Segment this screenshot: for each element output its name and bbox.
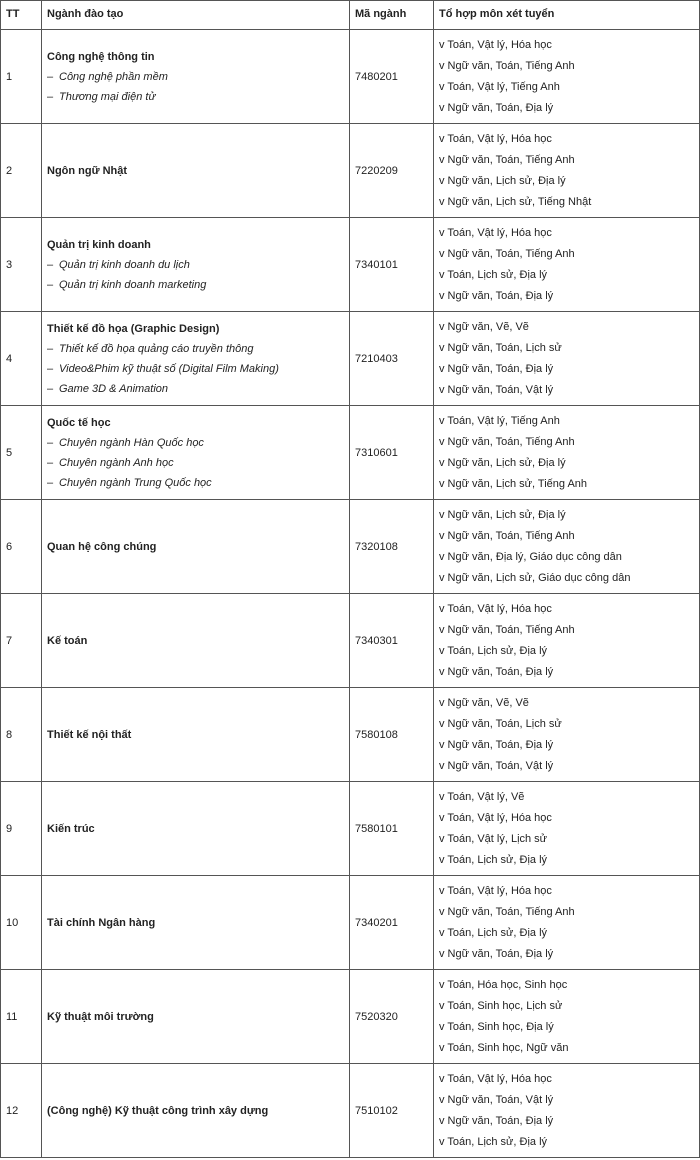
subject-combo: v Toán, Lịch sử, Địa lý xyxy=(439,644,548,657)
major-name: Kế toán xyxy=(47,634,88,647)
subject-combo: v Ngữ văn, Vẽ, Vẽ xyxy=(439,696,529,709)
row-number: 8 xyxy=(1,688,42,782)
sub-major xyxy=(47,279,344,291)
subject-combo: v Toán, Sinh học, Ngữ văn xyxy=(439,1041,569,1054)
sub-major-label: Chuyên ngành Trung Quốc học xyxy=(59,476,212,489)
table-row xyxy=(1,406,700,500)
combo-cell xyxy=(434,312,700,406)
sub-major xyxy=(47,457,344,469)
major-name: Kỹ thuật môi trường xyxy=(47,1010,154,1023)
combo-cell xyxy=(434,30,700,124)
subject-combo: v Toán, Vật lý, Hóa học xyxy=(439,132,552,145)
row-number: 3 xyxy=(1,218,42,312)
table-body xyxy=(1,30,700,1158)
subject-combo: v Toán, Lịch sử, Địa lý xyxy=(439,853,548,866)
major-code: 7480201 xyxy=(350,30,434,124)
subject-combo: v Toán, Lịch sử, Địa lý xyxy=(439,926,548,939)
subject-combo: v Toán, Lịch sử, Địa lý xyxy=(439,268,548,281)
major-code: 7210403 xyxy=(350,312,434,406)
sub-major xyxy=(47,383,344,395)
major-code: 7220209 xyxy=(350,124,434,218)
subject-combo: v Ngữ văn, Toán, Tiếng Anh xyxy=(439,529,575,542)
header-row xyxy=(1,1,700,30)
dash-bullet: – xyxy=(47,456,54,469)
subject-combo: v Ngữ văn, Toán, Tiếng Anh xyxy=(439,59,575,72)
subject-combo: v Ngữ văn, Toán, Tiếng Anh xyxy=(439,623,575,636)
subject-combo: v Ngữ văn, Toán, Địa lý xyxy=(439,289,554,302)
sub-major-label: Video&Phim kỹ thuật số (Digital Film Making) xyxy=(59,362,279,375)
subject-combo: v Ngữ văn, Toán, Tiếng Anh xyxy=(439,905,575,918)
sub-major xyxy=(47,259,344,271)
sub-major-label: Thiết kế đồ họa quảng cáo truyền thông xyxy=(59,342,254,355)
subject-combo: v Ngữ văn, Toán, Tiếng Anh xyxy=(439,153,575,166)
table-row xyxy=(1,124,700,218)
combo-cell xyxy=(434,500,700,594)
subject-combo: v Ngữ văn, Toán, Địa lý xyxy=(439,362,554,375)
subject-combo: v Toán, Vật lý, Hóa học xyxy=(439,226,552,239)
major-cell xyxy=(42,500,350,594)
sub-major xyxy=(47,71,344,83)
table-row xyxy=(1,500,700,594)
dash-bullet: – xyxy=(47,342,54,355)
major-name: Thiết kế nội thất xyxy=(47,728,132,741)
sub-major xyxy=(47,477,344,489)
major-name: Ngôn ngữ Nhật xyxy=(47,164,128,177)
dash-bullet: – xyxy=(47,70,54,83)
major-name: Thiết kế đồ họa (Graphic Design) xyxy=(47,322,220,335)
subject-combo: v Ngữ văn, Lịch sử, Địa lý xyxy=(439,456,566,469)
sub-major-label: Chuyên ngành Hàn Quốc học xyxy=(59,436,204,449)
subject-combo: v Ngữ văn, Vẽ, Vẽ xyxy=(439,320,529,333)
row-number: 7 xyxy=(1,594,42,688)
row-number: 5 xyxy=(1,406,42,500)
table-row xyxy=(1,218,700,312)
major-code: 7510102 xyxy=(350,1064,434,1158)
subject-combo: v Ngữ văn, Lịch sử, Giáo dục công dân xyxy=(439,571,631,584)
major-code: 7340301 xyxy=(350,594,434,688)
major-code: 7520320 xyxy=(350,970,434,1064)
combo-cell xyxy=(434,406,700,500)
table-row xyxy=(1,876,700,970)
sub-major xyxy=(47,363,344,375)
major-code: 7320108 xyxy=(350,500,434,594)
subject-combo: v Toán, Vật lý, Hóa học xyxy=(439,1072,552,1085)
major-cell xyxy=(42,1064,350,1158)
subject-combo: v Toán, Vật lý, Hóa học xyxy=(439,811,552,824)
subject-combo: v Ngữ văn, Toán, Địa lý xyxy=(439,947,554,960)
major-code: 7310601 xyxy=(350,406,434,500)
table-row xyxy=(1,594,700,688)
subject-combo: v Ngữ văn, Địa lý, Giáo dục công dân xyxy=(439,550,622,563)
major-cell xyxy=(42,312,350,406)
major-cell xyxy=(42,594,350,688)
subject-combo: v Toán, Hóa học, Sinh học xyxy=(439,978,568,991)
row-number: 9 xyxy=(1,782,42,876)
subject-combo: v Toán, Vật lý, Vẽ xyxy=(439,790,525,803)
major-name: Quốc tế học xyxy=(47,416,111,429)
sub-major xyxy=(47,437,344,449)
subject-combo: v Ngữ văn, Toán, Tiếng Anh xyxy=(439,247,575,260)
subject-combo: v Toán, Vật lý, Hóa học xyxy=(439,884,552,897)
subject-combo: v Toán, Vật lý, Lịch sử xyxy=(439,832,548,845)
subject-combo: v Toán, Vật lý, Hóa học xyxy=(439,38,552,51)
dash-bullet: – xyxy=(47,382,54,395)
sub-major-label: Quản trị kinh doanh du lịch xyxy=(59,258,190,271)
row-number: 2 xyxy=(1,124,42,218)
table-row xyxy=(1,688,700,782)
major-name: Công nghệ thông tin xyxy=(47,50,155,63)
subject-combo: v Ngữ văn, Toán, Tiếng Anh xyxy=(439,435,575,448)
major-code: 7340201 xyxy=(350,876,434,970)
subject-combo: v Ngữ văn, Toán, Vật lý xyxy=(439,383,554,396)
major-name: Quan hệ công chúng xyxy=(47,540,157,553)
combo-cell xyxy=(434,124,700,218)
table-row xyxy=(1,970,700,1064)
subject-combo: v Ngữ văn, Toán, Địa lý xyxy=(439,738,554,751)
major-code: 7580108 xyxy=(350,688,434,782)
combo-cell xyxy=(434,594,700,688)
subject-combo: v Ngữ văn, Toán, Lịch sử xyxy=(439,717,562,730)
sub-major-label: Thương mại điện tử xyxy=(59,90,156,103)
dash-bullet: – xyxy=(47,436,54,449)
combo-cell xyxy=(434,970,700,1064)
major-name: (Công nghệ) Kỹ thuật công trình xây dựng xyxy=(47,1104,269,1117)
combo-cell xyxy=(434,688,700,782)
row-number: 11 xyxy=(1,970,42,1064)
subject-combo: v Ngữ văn, Lịch sử, Địa lý xyxy=(439,508,566,521)
row-number: 10 xyxy=(1,876,42,970)
subject-combo: v Toán, Lịch sử, Địa lý xyxy=(439,1135,548,1148)
header-tt: TT xyxy=(1,1,42,30)
major-cell xyxy=(42,406,350,500)
subject-combo: v Toán, Sinh học, Địa lý xyxy=(439,1020,554,1033)
table-row xyxy=(1,782,700,876)
sub-major xyxy=(47,343,344,355)
major-cell xyxy=(42,30,350,124)
major-cell xyxy=(42,876,350,970)
subject-combo: v Toán, Vật lý, Hóa học xyxy=(439,602,552,615)
dash-bullet: – xyxy=(47,90,54,103)
subject-combo: v Ngữ văn, Toán, Vật lý xyxy=(439,759,554,772)
major-cell xyxy=(42,124,350,218)
combo-cell xyxy=(434,218,700,312)
major-code: 7340101 xyxy=(350,218,434,312)
subject-combo: v Toán, Sinh học, Lịch sử xyxy=(439,999,563,1012)
subject-combo: v Toán, Vật lý, Tiếng Anh xyxy=(439,80,560,93)
subject-combo: v Ngữ văn, Lịch sử, Tiếng Anh xyxy=(439,477,588,490)
row-number: 4 xyxy=(1,312,42,406)
major-cell xyxy=(42,970,350,1064)
dash-bullet: – xyxy=(47,476,54,489)
row-number: 12 xyxy=(1,1064,42,1158)
header-combo: Tổ hợp môn xét tuyển xyxy=(434,1,700,30)
subject-combo: v Ngữ văn, Lịch sử, Tiếng Nhật xyxy=(439,195,592,208)
major-code: 7580101 xyxy=(350,782,434,876)
header-major: Ngành đào tạo xyxy=(42,1,350,30)
major-cell xyxy=(42,782,350,876)
subject-combo: v Ngữ văn, Toán, Lịch sử xyxy=(439,341,562,354)
table-row xyxy=(1,30,700,124)
dash-bullet: – xyxy=(47,362,54,375)
combo-cell xyxy=(434,782,700,876)
subject-combo: v Toán, Vật lý, Tiếng Anh xyxy=(439,414,560,427)
sub-major-label: Chuyên ngành Anh học xyxy=(59,456,174,469)
subject-combo: v Ngữ văn, Toán, Địa lý xyxy=(439,101,554,114)
subject-combo: v Ngữ văn, Toán, Địa lý xyxy=(439,1114,554,1127)
sub-major-label: Quản trị kinh doanh marketing xyxy=(59,278,207,291)
major-name: Kiến trúc xyxy=(47,822,95,835)
subject-combo: v Ngữ văn, Toán, Vật lý xyxy=(439,1093,554,1106)
dash-bullet: – xyxy=(47,258,54,271)
row-number: 1 xyxy=(1,30,42,124)
combo-cell xyxy=(434,1064,700,1158)
table-row xyxy=(1,312,700,406)
combo-cell xyxy=(434,876,700,970)
subject-combo: v Ngữ văn, Lịch sử, Địa lý xyxy=(439,174,566,187)
major-name: Quản trị kinh doanh xyxy=(47,238,151,251)
sub-major-label: Game 3D & Animation xyxy=(59,382,169,395)
sub-major xyxy=(47,91,344,103)
row-number: 6 xyxy=(1,500,42,594)
major-cell xyxy=(42,218,350,312)
major-cell xyxy=(42,688,350,782)
sub-major-label: Công nghệ phần mềm xyxy=(59,70,168,83)
subject-combo: v Ngữ văn, Toán, Địa lý xyxy=(439,665,554,678)
header-code: Mã ngành xyxy=(350,1,434,30)
major-name: Tài chính Ngân hàng xyxy=(47,916,156,929)
table-row xyxy=(1,1064,700,1158)
dash-bullet: – xyxy=(47,278,54,291)
